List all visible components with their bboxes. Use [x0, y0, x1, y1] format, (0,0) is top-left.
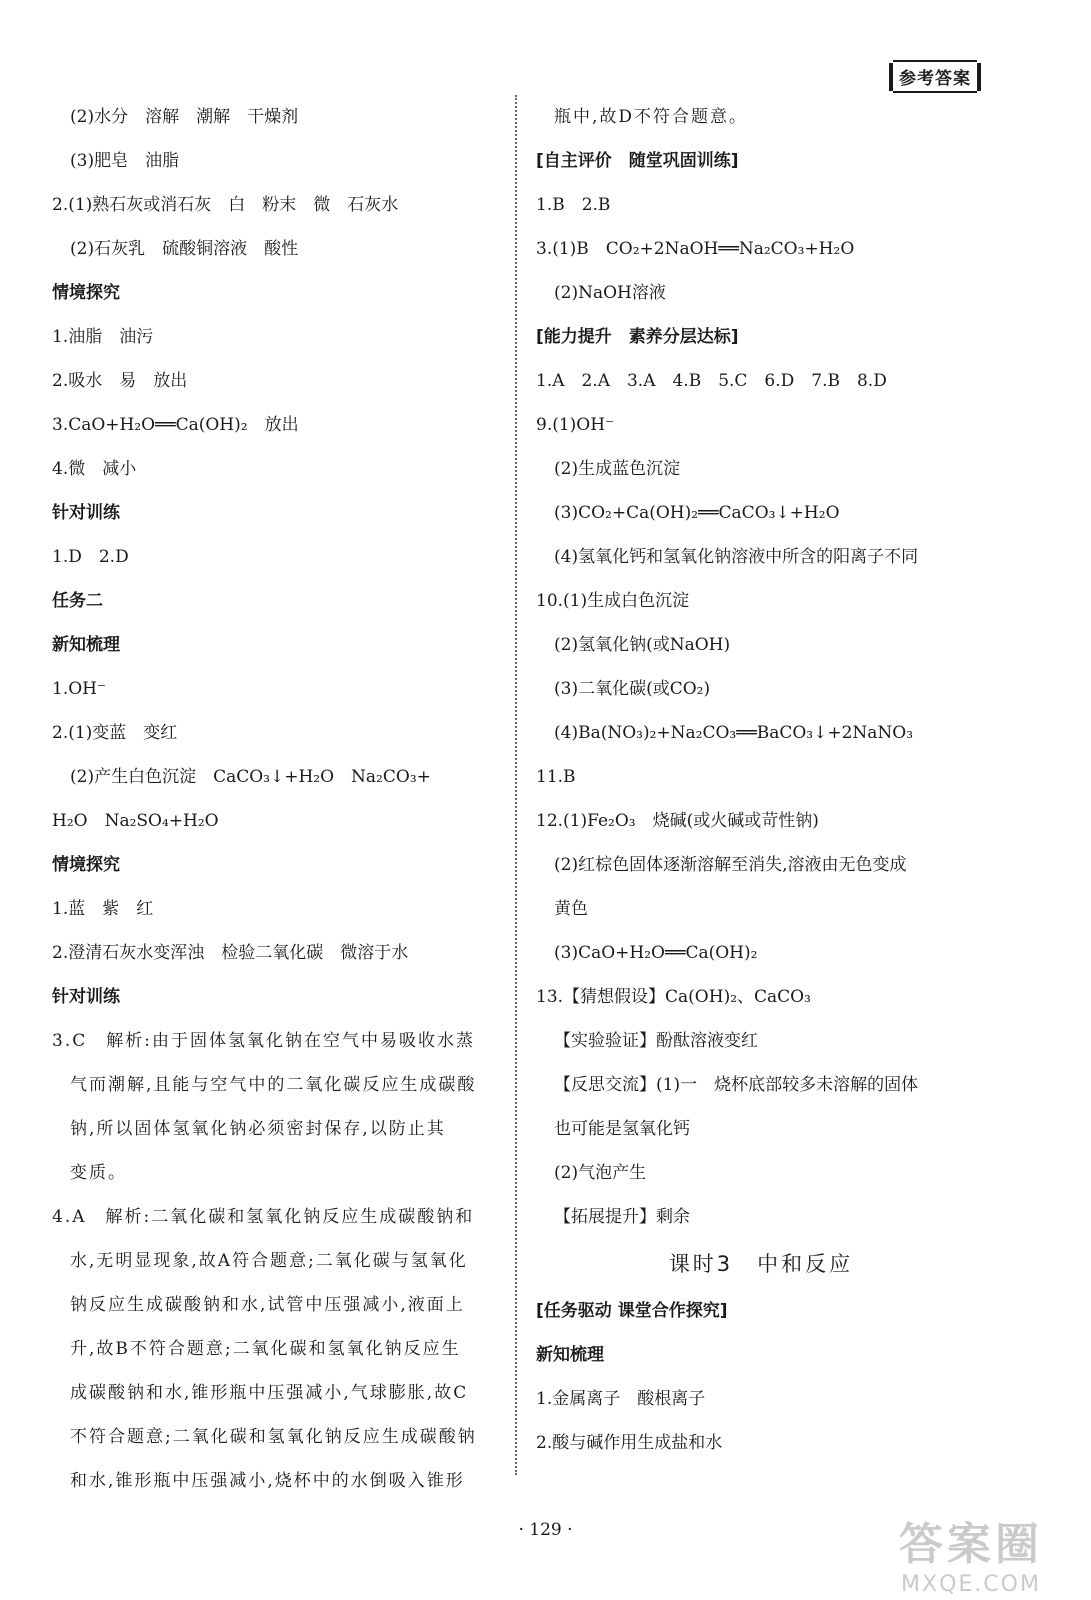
- text-line: 成碳酸钠和水,锥形瓶中压强减小,气球膨胀,故C: [70, 1383, 469, 1403]
- section-heading: 新知梳理: [52, 635, 120, 655]
- right-column: [536, 95, 986, 1465]
- text-line: 也可能是氢氧化钙: [554, 1119, 690, 1139]
- section-heading: [任务驱动 课堂合作探究]: [536, 1301, 728, 1321]
- text-line: (2)氢氧化钠(或NaOH): [554, 635, 731, 655]
- text-line: (3)二氧化碳(或CO₂): [554, 679, 711, 699]
- text-line: 2.吸水 易 放出: [52, 371, 188, 391]
- text-line: 钠,所以固体氢氧化钠必须密封保存,以防止其: [70, 1119, 446, 1139]
- text-line: 【拓展提升】剩余: [554, 1207, 690, 1227]
- text-line: 4.A 解析:二氧化碳和氢氧化钠反应生成碳酸钠和: [52, 1207, 475, 1227]
- text-line: (2)石灰乳 硫酸铜溶液 酸性: [70, 239, 299, 259]
- text-line: 10.(1)生成白色沉淀: [536, 591, 690, 611]
- text-line: 11.B: [536, 767, 576, 787]
- text-line: 3.(1)B CO₂+2NaOH══Na₂CO₃+H₂O: [536, 239, 855, 259]
- text-line: (2)生成蓝色沉淀: [554, 459, 681, 479]
- text-line: 和水,锥形瓶中压强减小,烧杯中的水倒吸入锥形: [70, 1471, 465, 1491]
- text-line: (2)水分 溶解 潮解 干燥剂: [70, 107, 299, 127]
- text-line: 【反思交流】(1)一 烧杯底部较多未溶解的固体: [554, 1075, 919, 1095]
- column-divider: [515, 95, 517, 1475]
- text-line: 1.B 2.B: [536, 195, 611, 215]
- section-heading: 新知梳理: [536, 1345, 604, 1365]
- text-line: 1.蓝 紫 红: [52, 899, 154, 919]
- text-line: 2.澄清石灰水变浑浊 检验二氧化碳 微溶于水: [52, 943, 409, 963]
- text-line: 钠反应生成碳酸钠和水,试管中压强减小,液面上: [70, 1295, 465, 1315]
- lesson-title: 课时3 中和反应: [668, 1252, 854, 1276]
- text-line: 气而潮解,且能与空气中的二氧化碳反应生成碳酸: [70, 1075, 477, 1095]
- answer-key-label: 参考答案: [893, 60, 977, 93]
- text-line: 2.(1)变蓝 变红: [52, 723, 178, 743]
- text-line: (2)红棕色固体逐渐溶解至消失,溶液由无色变成: [554, 855, 907, 875]
- text-line: 升,故B不符合题意;二氧化碳和氢氧化钠反应生: [70, 1339, 461, 1359]
- answer-key-tag: [889, 60, 981, 93]
- text-line: (4)氢氧化钙和氢氧化钠溶液中所含的阳离子不同: [554, 547, 919, 567]
- text-line: H₂O Na₂SO₄+H₂O: [52, 811, 219, 831]
- text-line: 3.C 解析:由于固体氢氧化钠在空气中易吸收水蒸: [52, 1031, 475, 1051]
- text-line: (2)产生白色沉淀 CaCO₃↓+H₂O Na₂CO₃+: [70, 767, 431, 787]
- section-heading: 针对训练: [52, 503, 120, 523]
- site-watermark: [871, 1508, 1071, 1597]
- text-line: 1.OH⁻: [52, 679, 106, 699]
- text-line: 12.(1)Fe₂O₃ 烧碱(或火碱或苛性钠): [536, 811, 819, 831]
- text-line: 9.(1)OH⁻: [536, 415, 615, 435]
- text-line: (2)气泡产生: [554, 1163, 647, 1183]
- left-column: [52, 95, 502, 1503]
- watermark-logo-text: 答案圈: [899, 1519, 1043, 1570]
- tag-bar-right: [977, 63, 981, 91]
- section-heading: 任务二: [52, 591, 103, 611]
- text-line: (3)CaO+H₂O══Ca(OH)₂: [554, 943, 758, 963]
- text-line: 黄色: [554, 899, 588, 919]
- text-line: 【实验验证】酚酞溶液变红: [554, 1031, 758, 1051]
- text-line: 2.酸与碱作用生成盐和水: [536, 1433, 723, 1453]
- text-line: (2)NaOH溶液: [554, 283, 666, 303]
- text-line: 1.油脂 油污: [52, 327, 154, 347]
- text-line: 2.(1)熟石灰或消石灰 白 粉末 微 石灰水: [52, 195, 399, 215]
- text-line: (3)肥皂 油脂: [70, 151, 180, 171]
- section-heading: [自主评价 随堂巩固训练]: [536, 151, 739, 171]
- text-line: 变质。: [70, 1163, 127, 1183]
- text-line: 3.CaO+H₂O══Ca(OH)₂ 放出: [52, 415, 299, 435]
- text-line: 水,无明显现象,故A符合题意;二氧化碳与氢氧化: [70, 1251, 468, 1271]
- text-line: 1.D 2.D: [52, 547, 129, 567]
- text-line: 1.金属离子 酸根离子: [536, 1389, 706, 1409]
- page-number: · 129 ·: [518, 1520, 573, 1540]
- section-heading: [能力提升 素养分层达标]: [536, 327, 739, 347]
- watermark-url: MXQE.COM: [901, 1572, 1041, 1597]
- text-line: 不符合题意;二氧化碳和氢氧化钠反应生成碳酸钠: [70, 1427, 477, 1447]
- text-line: 瓶中,故D不符合题意。: [554, 107, 749, 127]
- text-line: (4)Ba(NO₃)₂+Na₂CO₃══BaCO₃↓+2NaNO₃: [554, 723, 914, 743]
- section-heading: 情境探究: [52, 855, 120, 875]
- text-line: (3)CO₂+Ca(OH)₂══CaCO₃↓+H₂O: [554, 503, 840, 523]
- text-line: 13.【猜想假设】Ca(OH)₂、CaCO₃: [536, 987, 811, 1007]
- text-line: 1.A 2.A 3.A 4.B 5.C 6.D 7.B 8.D: [536, 371, 887, 391]
- section-heading: 针对训练: [52, 987, 120, 1007]
- section-heading: 情境探究: [52, 283, 120, 303]
- text-line: 4.微 减小: [52, 459, 137, 479]
